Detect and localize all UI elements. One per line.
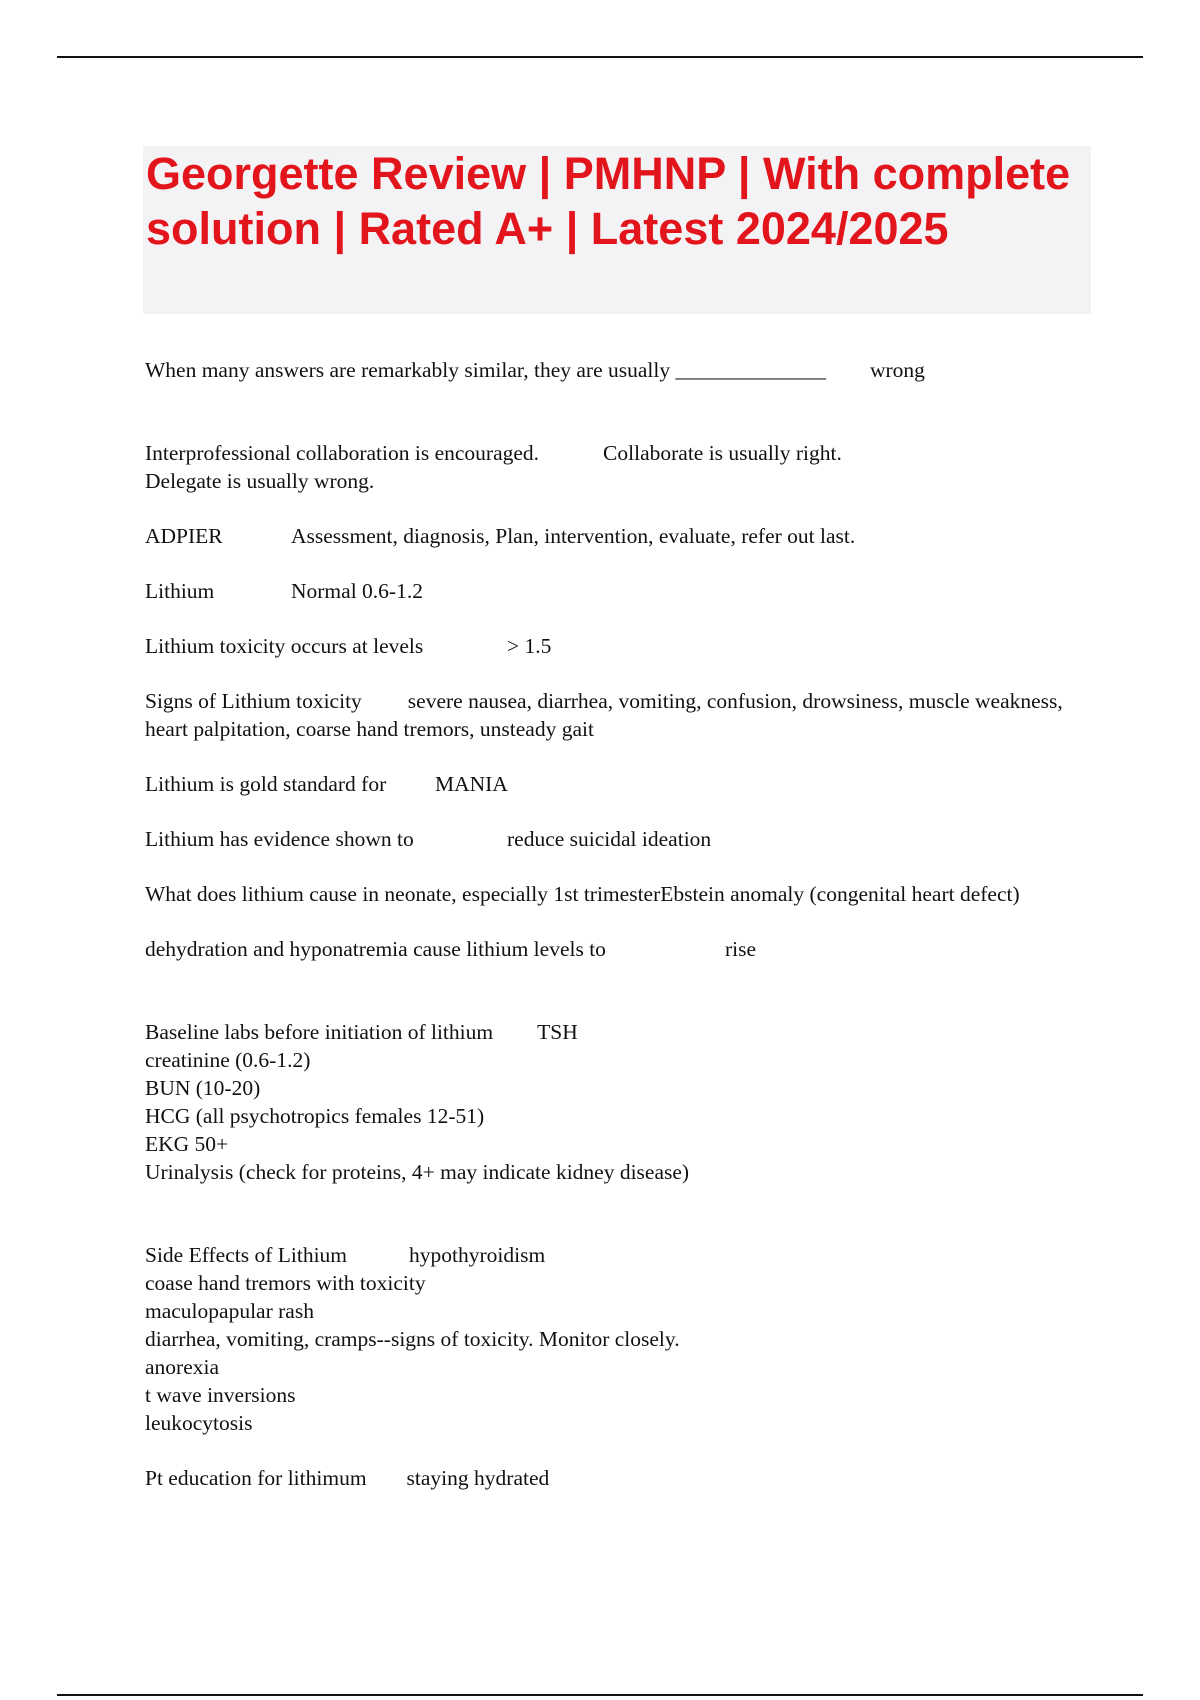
question-text: When many answers are remarkably similar, they are usually ______________	[145, 358, 826, 382]
answer-text: TSH creatinine (0.6-1.2) BUN (10-20) HCG (all psychotropics females 12-51) EKG 50+ Urinalysis (check for proteins, 4+ may indicate kidney disease)	[145, 1020, 690, 1184]
question-text: Pt education for lithimum	[145, 1466, 367, 1490]
question-text: Side Effects of Lithium	[145, 1243, 348, 1267]
answer-text: MANIA	[435, 772, 508, 796]
qa-item	[145, 687, 1090, 743]
question-text: Lithium has evidence shown to	[145, 827, 414, 851]
answer-text: rise	[725, 937, 757, 961]
question-text: Lithium	[145, 579, 215, 603]
question-text: Lithium is gold standard for	[145, 772, 387, 796]
question-text: What does lithium cause in neonate, especially 1st trimester	[145, 882, 661, 906]
answer-text: reduce suicidal ideation	[507, 827, 712, 851]
qa-item	[145, 880, 1090, 908]
qa-item	[145, 522, 1090, 550]
answer-text: Assessment, diagnosis, Plan, intervention, evaluate, refer out last.	[291, 524, 856, 548]
answer-text: staying hydrated	[406, 1466, 550, 1490]
question-text: Signs of Lithium toxicity	[145, 689, 362, 713]
qa-item	[145, 770, 1090, 798]
qa-item	[145, 577, 1090, 605]
document-title: Georgette Review | PMHNP | With complete solution | Rated A+ | Latest 2024/2025	[146, 148, 1071, 254]
bottom-rule	[57, 1694, 1143, 1696]
question-text: Lithium toxicity occurs at levels	[145, 634, 424, 658]
qa-list	[145, 356, 1090, 1519]
qa-item	[145, 1464, 1090, 1492]
answer-text: Normal 0.6-1.2	[291, 579, 423, 603]
answer-text: Collaborate is usually right. Delegate is usually wrong.	[145, 441, 842, 493]
answer-text: > 1.5	[507, 634, 552, 658]
answer-text: severe nausea, diarrhea, vomiting, confusion, drowsiness, muscle weakness, heart palpitation, coarse hand tremors, unsteady gait	[145, 689, 1063, 741]
question-text: Interprofessional collaboration is encouraged.	[145, 441, 540, 465]
question-text: dehydration and hyponatremia cause lithium levels to	[145, 937, 606, 961]
question-text: ADPIER	[145, 524, 223, 548]
qa-item	[145, 935, 1090, 963]
top-rule	[57, 56, 1143, 58]
answer-text: wrong	[869, 358, 925, 382]
qa-item	[145, 356, 1090, 384]
qa-item	[145, 1213, 1090, 1437]
title-banner	[143, 146, 1091, 314]
question-text: Baseline labs before initiation of lithium	[145, 1020, 494, 1044]
qa-item	[145, 990, 1090, 1186]
qa-item	[145, 411, 1090, 495]
answer-text: Ebstein anomaly (congenital heart defect)	[660, 882, 1020, 906]
answer-text: hypothyroidism coase hand tremors with toxicity maculopapular rash diarrhea, vomiting, cramps--signs of toxicity. Monitor closely. anorexia t wave inversions leukocytosis	[145, 1243, 680, 1435]
qa-item	[145, 825, 1090, 853]
qa-item	[145, 632, 1090, 660]
